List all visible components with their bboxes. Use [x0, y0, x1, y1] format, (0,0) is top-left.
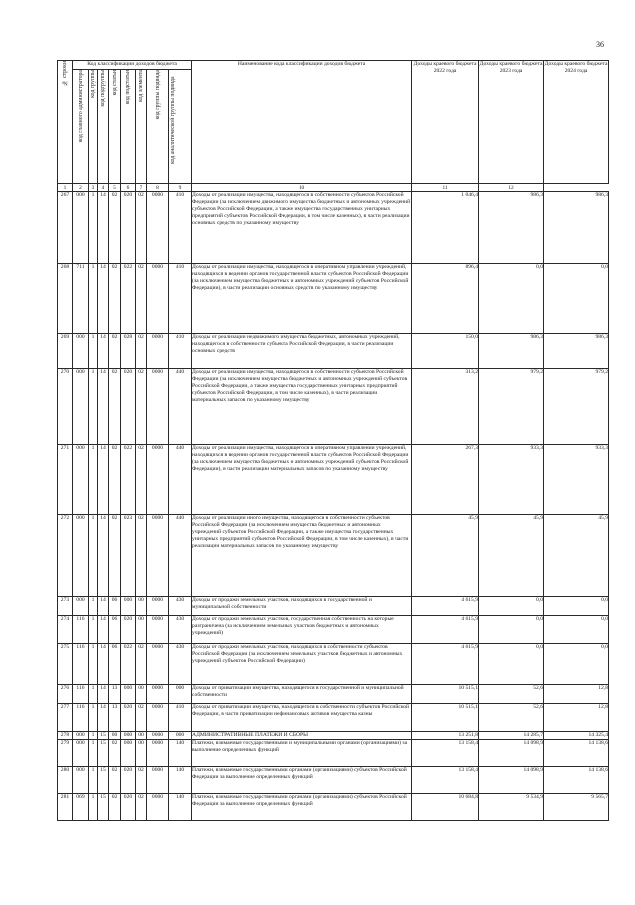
col-number: 1	[58, 184, 73, 192]
header-code-analytic-group	[169, 70, 192, 184]
amount-cell: 14 285,7	[479, 732, 544, 740]
code-cell: 14	[98, 369, 109, 445]
table-row	[58, 644, 609, 685]
code-cell: 13	[109, 685, 121, 704]
code-cell: 116	[73, 616, 89, 644]
code-cell: 02	[109, 192, 121, 264]
code-cell: 00	[136, 685, 147, 704]
code-cell: 020	[121, 704, 136, 732]
table-row	[58, 740, 609, 767]
amount-cell: 0,0	[479, 264, 544, 334]
code-cell: 020	[121, 369, 136, 445]
table-row	[58, 515, 609, 597]
header-code-article-label: код статьи	[111, 70, 118, 96]
code-cell: 02	[109, 767, 121, 794]
table-row	[58, 767, 609, 794]
code-cell: 1	[89, 515, 98, 597]
code-cell: 02	[136, 794, 147, 821]
header-year-2023: Доходы краевого бюджета 2023 года	[479, 61, 544, 184]
header-classification-group: Код классификации доходов бюджета	[73, 61, 192, 70]
code-cell: 000	[73, 740, 89, 767]
code-cell: 00	[136, 732, 147, 740]
row-number-cell: 268	[58, 264, 73, 334]
code-cell: 0000	[147, 445, 169, 515]
col-number: 3	[89, 184, 98, 192]
code-cell: 140	[169, 794, 192, 821]
code-cell: 02	[109, 264, 121, 334]
amount-cell: 979,2	[544, 369, 609, 445]
code-cell: 000	[73, 369, 89, 445]
code-cell: 02	[136, 334, 147, 369]
code-cell: 02	[109, 445, 121, 515]
code-cell: 1	[89, 264, 98, 334]
header-code-subtype-group-label: код группы подвида	[154, 70, 161, 120]
code-cell: 1	[89, 192, 98, 264]
header-code-group-label: код группы	[90, 70, 96, 98]
revenue-name-cell: Доходы от продажи земельных участков, находящихся в собственности субъектов Российской Федерации (за исключением земельных участков бюджетных и автономных учреждений субъектов Российской Федерации)	[192, 644, 412, 685]
col-number: 12	[479, 184, 544, 192]
code-cell: 000	[73, 515, 89, 597]
amount-cell: 10 684,8	[412, 794, 479, 821]
header-code-subarticle	[121, 70, 136, 184]
code-cell: 0000	[147, 732, 169, 740]
revenue-name-cell: Доходы от реализации имущества, находящегося в оперативном управлении учреждений, находящихся в ведении органов государственной власти субъектов Российской Федерации (за исключением имущества бюджетных и автономных учреждений субъектов Российской Федерации), в части реализации материальных запасов по указанному имуществу	[192, 445, 412, 515]
amount-cell: 0,0	[479, 644, 544, 685]
code-cell: 000	[169, 732, 192, 740]
col-number: 4	[98, 184, 109, 192]
code-cell: 410	[169, 192, 192, 264]
code-cell: 140	[169, 740, 192, 767]
code-cell: 02	[136, 644, 147, 685]
col-number: 2	[73, 184, 89, 192]
amount-cell: 12,8	[544, 704, 609, 732]
row-number-cell: 269	[58, 334, 73, 369]
table-row	[58, 616, 609, 644]
code-cell: 1	[89, 445, 98, 515]
table-row	[58, 704, 609, 732]
code-cell: 1	[89, 685, 98, 704]
header-code-admin-label: код главного администратора	[77, 70, 84, 143]
code-cell: 0000	[147, 740, 169, 767]
code-cell: 0000	[147, 644, 169, 685]
amount-cell: 986,3	[479, 334, 544, 369]
revenue-name-cell: Доходы от продажи земельных участков, находящихся в государственной и муниципальной собственности	[192, 597, 412, 616]
amount-cell: 45,9	[412, 515, 479, 597]
table-row	[58, 445, 609, 515]
header-name: Наименование кода классификации доходов бюджета	[192, 61, 412, 184]
code-cell: 0000	[147, 616, 169, 644]
code-cell: 0000	[147, 334, 169, 369]
code-cell: 000	[73, 767, 89, 794]
code-cell: 020	[121, 616, 136, 644]
code-cell: 0000	[147, 794, 169, 821]
code-cell: 15	[98, 732, 109, 740]
code-cell: 020	[121, 794, 136, 821]
table-row	[58, 369, 609, 445]
header-code-admin	[73, 70, 89, 184]
code-cell: 1	[89, 597, 98, 616]
code-cell: 00	[136, 616, 147, 644]
code-cell: 14	[98, 515, 109, 597]
code-cell: 0000	[147, 515, 169, 597]
amount-cell: 14 098,9	[479, 740, 544, 767]
code-cell: 000	[73, 192, 89, 264]
row-number-cell: 267	[58, 192, 73, 264]
amount-cell: 0,0	[479, 616, 544, 644]
header-code-article	[109, 70, 121, 184]
revenue-table	[57, 60, 609, 821]
code-cell: 14	[98, 192, 109, 264]
code-cell: 116	[73, 704, 89, 732]
code-cell: 0000	[147, 685, 169, 704]
amount-cell: 313,2	[412, 369, 479, 445]
code-cell: 14	[98, 644, 109, 685]
code-cell: 1	[89, 334, 98, 369]
revenue-name-cell: АДМИНИСТРАТИВНЫЕ ПЛАТЕЖИ И СБОРЫ	[192, 732, 412, 740]
revenue-name-cell: Доходы от реализации иного имущества, находящегося в собственности субъектов Российской Федерации (за исключением имущества бюджетных и автономных учреждений субъектов Российской Федерации, а также имущества государственных унитарных предприятий субъектов Российской Федерации, в том числе казенных), в части реализации материальных запасов по указанному имуществу	[192, 515, 412, 597]
row-number-cell: 279	[58, 740, 73, 767]
code-cell: 14	[98, 264, 109, 334]
table-row	[58, 685, 609, 704]
code-cell: 022	[121, 445, 136, 515]
row-number-cell: 275	[58, 644, 73, 685]
code-cell: 14	[98, 597, 109, 616]
code-cell: 440	[169, 445, 192, 515]
code-cell: 116	[73, 685, 89, 704]
header-code-subgroup-label: код подгруппы	[100, 70, 106, 107]
amount-cell: 0,0	[544, 597, 609, 616]
code-cell: 020	[121, 192, 136, 264]
header-row-group	[58, 61, 609, 70]
amount-cell: 9 565,7	[544, 794, 609, 821]
amount-cell: 933,3	[544, 445, 609, 515]
revenue-name-cell: Доходы от продажи земельных участков, государственная собственность на которые разграничена (за исключением земельных участков бюджетных и автономных учреждений)	[192, 616, 412, 644]
row-number-cell: 274	[58, 616, 73, 644]
amount-cell: 0,0	[479, 597, 544, 616]
code-cell: 14	[98, 704, 109, 732]
code-cell: 02	[109, 334, 121, 369]
amount-cell: 986,3	[544, 334, 609, 369]
code-cell: 1	[89, 616, 98, 644]
amount-cell: 933,3	[479, 445, 544, 515]
code-cell: 14	[98, 616, 109, 644]
code-cell: 00	[109, 732, 121, 740]
amount-cell: 4 615,9	[412, 597, 479, 616]
code-cell: 000	[121, 597, 136, 616]
amount-cell: 52,6	[479, 704, 544, 732]
amount-cell: 12,8	[544, 685, 609, 704]
code-cell: 116	[73, 644, 89, 685]
revenue-name-cell: Доходы от реализации недвижимого имущества бюджетных, автономных учреждений, находящегося в собственности субъекта Российской Федерации, в части реализации основных средств	[192, 334, 412, 369]
code-cell: 1	[89, 740, 98, 767]
code-cell: 440	[169, 369, 192, 445]
code-cell: 15	[98, 794, 109, 821]
header-code-subgroup	[98, 70, 109, 184]
code-cell: 1	[89, 369, 98, 445]
code-cell: 000	[121, 732, 136, 740]
code-cell: 711	[73, 264, 89, 334]
code-cell: 13	[109, 704, 121, 732]
code-cell: 000	[73, 334, 89, 369]
amount-cell: 979,2	[479, 369, 544, 445]
row-number-cell: 278	[58, 732, 73, 740]
col-number: 6	[121, 184, 136, 192]
amount-cell: 13 251,8	[412, 732, 479, 740]
code-cell: 06	[109, 616, 121, 644]
page-number: 36	[596, 40, 604, 49]
table-row	[58, 334, 609, 369]
table-body	[58, 192, 609, 821]
code-cell: 440	[169, 515, 192, 597]
code-cell: 02	[136, 515, 147, 597]
code-cell: 14	[98, 445, 109, 515]
amount-cell: 0,0	[544, 264, 609, 334]
code-cell: 02	[136, 704, 147, 732]
amount-cell: 45,9	[544, 515, 609, 597]
code-cell: 410	[169, 334, 192, 369]
amount-cell: 13 158,4	[412, 767, 479, 794]
code-cell: 02	[109, 794, 121, 821]
code-cell: 15	[98, 740, 109, 767]
code-cell: 02	[136, 445, 147, 515]
code-cell: 000	[73, 732, 89, 740]
header-row-number-label: № строки	[62, 61, 68, 86]
row-number-cell: 273	[58, 597, 73, 616]
code-cell: 000	[169, 685, 192, 704]
code-cell: 023	[121, 515, 136, 597]
code-cell: 0000	[147, 369, 169, 445]
row-number-cell: 280	[58, 767, 73, 794]
revenue-name-cell: Доходы от реализации имущества, находящегося в оперативном управлении учреждений, находящихся в ведении органов государственной власти субъектов Российской Федерации (за исключением имущества бюджетных и автономных учреждений субъектов Российской Федерации), в части реализации основных средств по указанному имуществу	[192, 264, 412, 334]
amount-cell: 4 615,9	[412, 616, 479, 644]
row-number-cell: 277	[58, 704, 73, 732]
table-row	[58, 264, 609, 334]
amount-cell: 896,4	[412, 264, 479, 334]
code-cell: 000	[121, 685, 136, 704]
code-cell: 000	[73, 445, 89, 515]
col-number: 5	[109, 184, 121, 192]
code-cell: 06	[109, 644, 121, 685]
amount-cell: 150,0	[412, 334, 479, 369]
row-number-cell: 276	[58, 685, 73, 704]
amount-cell: 0,0	[544, 616, 609, 644]
amount-cell: 9 534,9	[479, 794, 544, 821]
code-cell: 0000	[147, 264, 169, 334]
code-cell: 430	[169, 597, 192, 616]
code-cell: 0000	[147, 597, 169, 616]
row-number-cell: 271	[58, 445, 73, 515]
header-code-analytic-group-label: код аналитической группы подвида	[170, 76, 177, 164]
code-cell: 020	[121, 767, 136, 794]
row-number-cell: 270	[58, 369, 73, 445]
code-cell: 069	[73, 794, 89, 821]
col-number: 7	[136, 184, 147, 192]
revenue-name-cell: Доходы от реализации имущества, находящегося в собственности субъектов Российской Федерации (за исключением движимого имущества бюджетных и автономных учреждений субъектов Российской Федерации, а также имущества государственных унитарных предприятий субъектов Российской Федерации, в том числе казенных), в части реализации основных средств по указанному имуществу	[192, 192, 412, 264]
code-cell: 02	[109, 369, 121, 445]
code-cell: 06	[109, 597, 121, 616]
revenue-name-cell: Доходы от приватизации имущества, находящегося в государственной и муниципальной собственности	[192, 685, 412, 704]
amount-cell: 0,0	[544, 644, 609, 685]
header-year-2024: Доходы краевого бюджета 2024 года	[544, 61, 609, 184]
code-cell: 0000	[147, 704, 169, 732]
code-cell: 00	[136, 597, 147, 616]
code-cell: 022	[121, 264, 136, 334]
code-cell: 000	[73, 597, 89, 616]
header-year-2022: Доходы краевого бюджета 2022 года	[412, 61, 479, 184]
row-number-cell: 281	[58, 794, 73, 821]
code-cell: 02	[136, 264, 147, 334]
row-number-cell: 272	[58, 515, 73, 597]
amount-cell: 52,6	[479, 685, 544, 704]
table-row	[58, 597, 609, 616]
code-cell: 430	[169, 616, 192, 644]
amount-cell: 1 046,4	[412, 192, 479, 264]
code-cell: 1	[89, 732, 98, 740]
amount-cell: 14 098,9	[479, 767, 544, 794]
code-cell: 02	[136, 369, 147, 445]
amount-cell: 986,3	[479, 192, 544, 264]
code-cell: 140	[169, 767, 192, 794]
code-cell: 15	[98, 767, 109, 794]
revenue-name-cell: Платежи, взимаемые государственными органами (организациями) субъектов Российской Федерации за выполнение определенных функций	[192, 767, 412, 794]
header-code-group	[89, 70, 98, 184]
header-row-number	[58, 61, 73, 184]
code-cell: 14	[98, 685, 109, 704]
column-number-row	[58, 184, 609, 192]
code-cell: 430	[169, 644, 192, 685]
code-cell: 000	[121, 740, 136, 767]
col-number: 11	[412, 184, 479, 192]
code-cell: 02	[136, 192, 147, 264]
code-cell: 02	[109, 515, 121, 597]
code-cell: 1	[89, 767, 98, 794]
col-number: 8	[147, 184, 169, 192]
code-cell: 410	[169, 704, 192, 732]
amount-cell: 14 138,6	[544, 740, 609, 767]
table-row	[58, 192, 609, 264]
header-code-subarticle-label: код подстатьи	[125, 70, 131, 105]
code-cell: 02	[136, 767, 147, 794]
amount-cell: 45,9	[479, 515, 544, 597]
revenue-name-cell: Доходы от реализации имущества, находящегося в собственности субъектов Российской Федерации (за исключением имущества бюджетных и автономных учреждений субъектов Российской Федерации, а также имущества государственных унитарных предприятий субъектов Российской Федерации, в том числе казенных), в части реализации материальных запасов по указанному имуществу	[192, 369, 412, 445]
code-cell: 14	[98, 334, 109, 369]
amount-cell: 4 615,9	[412, 644, 479, 685]
code-cell: 1	[89, 644, 98, 685]
amount-cell: 14 138,6	[544, 767, 609, 794]
header-code-subtype-group	[147, 70, 169, 184]
amount-cell: 13 158,4	[412, 740, 479, 767]
code-cell: 02	[109, 740, 121, 767]
col-number: 10	[192, 184, 412, 192]
amount-cell: 10 515,1	[412, 685, 479, 704]
amount-cell: 14 325,4	[544, 732, 609, 740]
header-code-element	[136, 70, 147, 184]
code-cell: 410	[169, 264, 192, 334]
amount-cell: 267,3	[412, 445, 479, 515]
code-cell: 1	[89, 704, 98, 732]
revenue-name-cell: Платежи, взимаемые государственными и муниципальными органами (организациями) за выполнение определенных функций	[192, 740, 412, 767]
code-cell: 0000	[147, 192, 169, 264]
table-row	[58, 794, 609, 821]
table-row	[58, 732, 609, 740]
code-cell: 1	[89, 794, 98, 821]
code-cell: 028	[121, 334, 136, 369]
header-code-element-label: код элемента	[138, 70, 144, 103]
amount-cell: 10 515,1	[412, 704, 479, 732]
code-cell: 0000	[147, 767, 169, 794]
code-cell: 00	[136, 740, 147, 767]
revenue-name-cell: Платежи, взимаемые государственными органами (организациями) субъектов Российской Федерации за выполнение определенных функций	[192, 794, 412, 821]
amount-cell: 986,3	[544, 192, 609, 264]
code-cell: 022	[121, 644, 136, 685]
revenue-name-cell: Доходы от приватизации имущества, находящегося в собственности субъектов Российской Федерации, в части приватизации нефинансовых активов имущества казны	[192, 704, 412, 732]
col-number: 9	[169, 184, 192, 192]
